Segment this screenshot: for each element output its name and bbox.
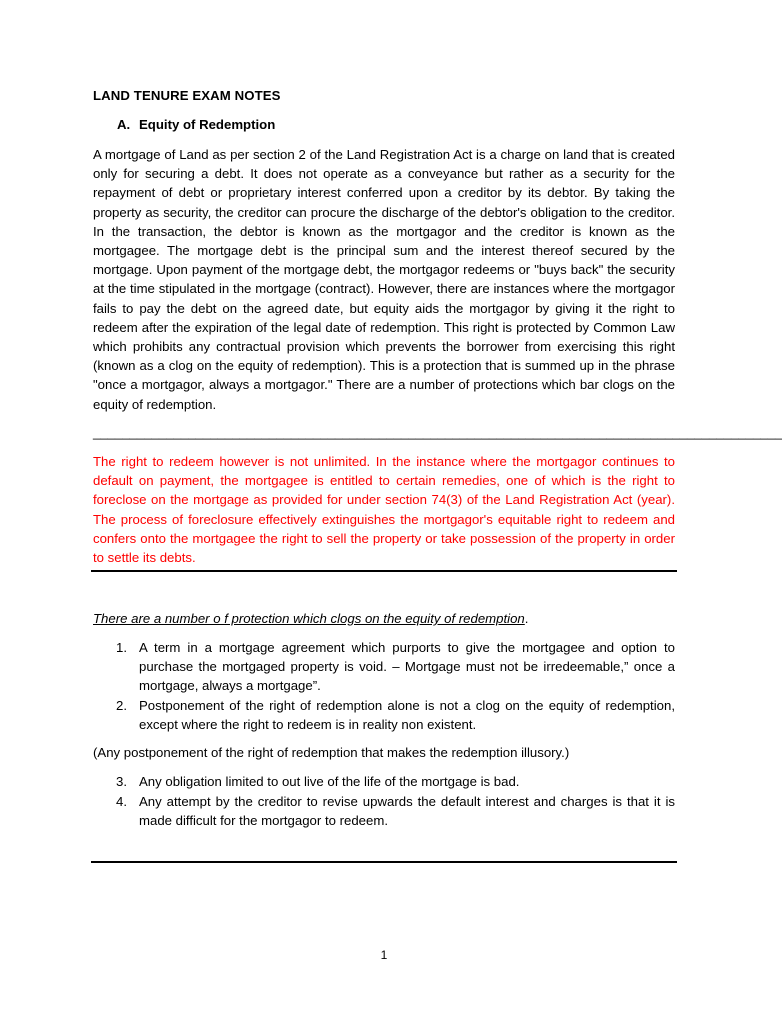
list-item-number: 1. (116, 640, 127, 655)
page-number: 1 (380, 948, 388, 962)
document-title: LAND TENURE EXAM NOTES (93, 88, 281, 103)
horizontal-rule (91, 570, 677, 572)
list-item-text: Any attempt by the creditor to revise upwards the default interest and charges is that it is made difficult for the mortgagor to redeem. (139, 794, 675, 829)
postponement-note: (Any postponement of the right of redemption that makes the redemption illusory.) (93, 745, 570, 760)
main-paragraph: A mortgage of Land as per section 2 of the Land Registration Act is a charge on land that is created only for securing a debt. It does not operate as a conveyance but rather as a security for the repayment of debt or proprietary interest conferred upon a creditor by its debtor. By taking the property as security, the creditor can procure the discharge of the debtor's obligation to the creditor. In the transaction, the debtor is known as the mortgagor and the creditor is known as the mortgagee. The mortgage debt is the principal sum and the interest thereof secured by the mortgage. Upon payment of the mortgage debt, the mortgagor redeems or "buys back" the security at the time stipulated in the mortgage (contract). However, there are instances where the mortgagor fails to pay the debt on the agreed date, but equity aids the mortgagor by giving it the right to redeem after the expiration of the legal date of redemption. This right is protected by Common Law which prohibits any contractual provision which prevents the borrower from exercising this right (known as a clog on the equity of redemption). This is a protection that is summed up in the phrase "once a mortgagor, always a mortgagor." There are a number of protections which bar clogs on the equity of redemption. (93, 147, 675, 412)
protections-heading (93, 609, 528, 628)
list-item (93, 696, 675, 734)
underscore-separator: ______________________________________________________________________________________________ (93, 425, 782, 440)
list-item-text: Any obligation limited to out live of the life of the mortgage is bad. (139, 774, 520, 789)
list-item (93, 638, 675, 696)
horizontal-rule (91, 861, 677, 863)
section-heading (117, 117, 275, 132)
section-heading-text: Equity of Redemption (139, 117, 276, 132)
list-item-number: 2. (116, 698, 127, 713)
section-letter: A. (117, 117, 131, 132)
protections-heading-period: . (524, 611, 529, 626)
protections-heading-text: There are a number o f protection which clogs on the equity of redemption (93, 611, 525, 626)
list-item (93, 772, 675, 791)
list-item-number: 4. (116, 794, 127, 809)
list-item-text: A term in a mortgage agreement which purports to give the mortgagee and option to purchase the mortgaged property is void. – Mortgage must not be irredeemable,” once a mortgage, always a mortgage”. (139, 640, 675, 694)
red-paragraph: The right to redeem however is not unlimited. In the instance where the mortgagor continues to default on payment, the mortgagee is entitled to certain remedies, one of which is the right to foreclose on the mortgage as provided for under section 74(3) of the Land Registration Act (year). The process of foreclosure effectively extinguishes the mortgagor's equitable right to redeem and confers onto the mortgagee the right to sell the property or take possession of the property in order to settle its debts. (93, 454, 675, 566)
list-item (93, 792, 675, 830)
list-item-number: 3. (116, 774, 127, 789)
list-item-text: Postponement of the right of redemption alone is not a clog on the equity of redemption, except where the right to redeem is in reality non existent. (139, 698, 675, 733)
